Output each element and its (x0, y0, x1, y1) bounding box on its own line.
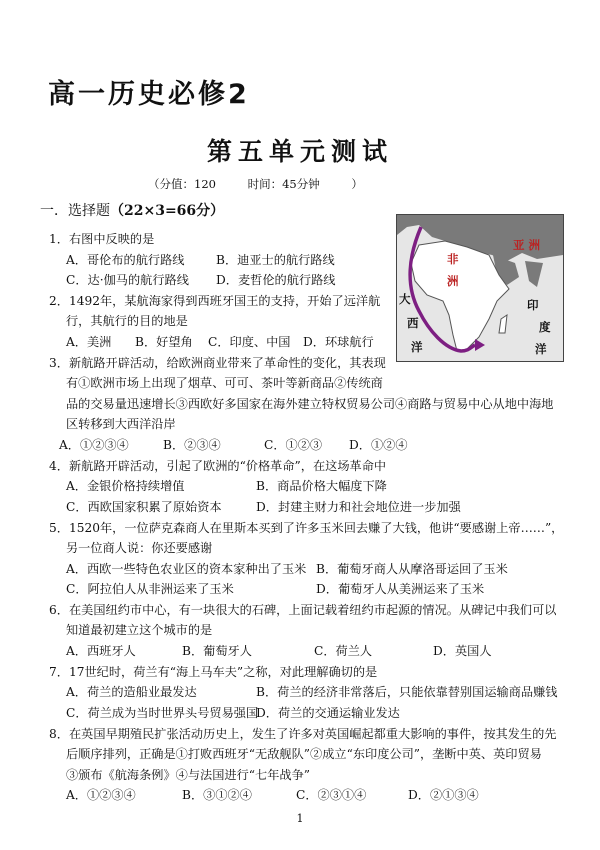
question-option: A．西班牙人 (66, 644, 136, 658)
label-indian-1: 印 (527, 298, 539, 312)
question-option: D．封建主财力和社会地位进一步加强 (256, 500, 461, 514)
question-option: D．环球航行 (303, 335, 374, 349)
question-option: D．英国人 (433, 644, 492, 658)
question-4-stem: 4．新航路开辟活动，引起了欧洲的“价格革命”，在这场革命中 (49, 459, 387, 473)
question-option: C．①②③ (264, 438, 323, 452)
question-option: C．西欧国家积累了原始资本 (66, 500, 222, 514)
question-option: B．商品价格大幅度下降 (256, 479, 387, 493)
question-option: A．美洲 (66, 335, 112, 349)
question-8-stem: 8．在英国早期殖民扩张活动历史上，发生了许多对英国崛起都重大影响的事件，按其发生的先 (49, 727, 557, 741)
question-1-stem: 1．右图中反映的是 (49, 232, 155, 246)
question-option: C．印度、中国 (208, 335, 291, 349)
question-option: A．荷兰的造船业最发达 (66, 685, 197, 699)
page-number: 1 (296, 812, 304, 825)
question-option: B．②③④ (163, 438, 221, 452)
question-option: A．金银价格持续增值 (66, 479, 185, 493)
question-2-stem-cont: 行，其航行的目的地是 (66, 314, 188, 328)
label-asia: 亚 洲 (513, 238, 541, 252)
question-5-stem: 5．1520年，一位萨克森商人在里斯本买到了许多玉米回去赚了大钱，他讲“要感谢上帝……”， (49, 521, 564, 535)
question-8-stem-cont: 后顺序排列，正确是①打败西班牙“无敌舰队”②成立“东印度公司”，垄断中英、英印贸易 (66, 747, 542, 761)
question-option: A．哥伦布的航行路线 (66, 253, 185, 267)
question-option: B．荷兰的经济非常落后，只能依靠替别国运输商品赚钱 (256, 685, 558, 699)
question-option: B．好望角 (135, 335, 193, 349)
question-3-stem-cont: 有①欧洲市场上出现了烟草、可可、茶叶等新商品②传统商 (66, 376, 383, 390)
question-6-stem-cont: 知道最初建立这个城市的是 (66, 623, 213, 637)
question-option: C．荷兰成为当时世界头号贸易强国 (66, 706, 259, 720)
question-option: D．①②④ (349, 438, 408, 452)
section-score: （22×3=66分） (110, 203, 225, 219)
question-5-stem-cont: 另一位商人说：你还要感谢 (66, 541, 213, 555)
info-close: ） (351, 177, 363, 191)
question-option: B．③①②④ (182, 788, 252, 802)
question-option: C．荷兰人 (314, 644, 373, 658)
question-option: D．②①③④ (408, 788, 479, 802)
question-3-stem-cont: 区转移到大西洋沿岸 (66, 417, 176, 431)
label-atlantic-1: 大 (399, 292, 411, 306)
question-option: A．①②③④ (59, 438, 129, 452)
score-info: （分值：120 (148, 177, 216, 191)
exam-subtitle: 第五单元测试 (206, 137, 393, 166)
label-africa-2: 洲 (447, 274, 459, 288)
time-info: 时间：45分钟 (247, 177, 320, 191)
question-option: C．达·伽马的航行路线 (66, 273, 189, 287)
label-indian-2: 度 (539, 320, 551, 334)
section-heading (40, 200, 224, 220)
question-option: B．葡萄牙人 (182, 644, 252, 658)
label-atlantic-2: 西 (407, 316, 419, 330)
question-option: C．②③①④ (296, 788, 367, 802)
question-6-stem: 6．在美国纽约市中心，有一块很大的石碑，上面记载着纽约市起源的情况。从碑记中我们可以 (49, 603, 557, 617)
question-3-stem: 3．新航路开辟活动，给欧洲商业带来了革命性的变化，其表现 (49, 356, 386, 370)
question-option: A．①②③④ (66, 788, 136, 802)
label-africa-1: 非 (447, 252, 459, 266)
question-option: A．西欧一些特色农业区的资本家种出了玉米 (66, 562, 307, 576)
section-number: 一．选择题 (40, 203, 110, 219)
exam-info (148, 176, 391, 192)
question-3-stem-cont: 品的交易量迅速增长③西欧好多国家在海外建立特权贸易公司④商路与贸易中心从地中海地 (66, 397, 554, 411)
question-option: B．葡萄牙商人从摩洛哥运回了玉米 (316, 562, 508, 576)
question-option: D．荷兰的交通运输业发达 (256, 706, 400, 720)
question-option: D．麦哲伦的航行路线 (216, 273, 336, 287)
question-7-stem: 7．17世纪时，荷兰有“海上马车夫”之称，对此理解确切的是 (49, 665, 378, 679)
question-option: C．阿拉伯人从非洲运来了玉米 (66, 582, 234, 596)
page-title: 高一历史必修2 (48, 79, 250, 110)
question-option: B．迪亚士的航行路线 (216, 253, 335, 267)
voyage-map (396, 214, 564, 362)
label-atlantic-3: 洋 (411, 340, 423, 354)
question-option: D．葡萄牙人从美洲运来了玉米 (316, 582, 485, 596)
question-2-stem: 2．1492年，某航海家得到西班牙国王的支持，开始了远洋航 (49, 294, 381, 308)
question-8-stem-cont: ③颁布《航海条例》④与法国进行“七年战争” (66, 768, 311, 782)
label-indian-3: 洋 (535, 342, 547, 356)
